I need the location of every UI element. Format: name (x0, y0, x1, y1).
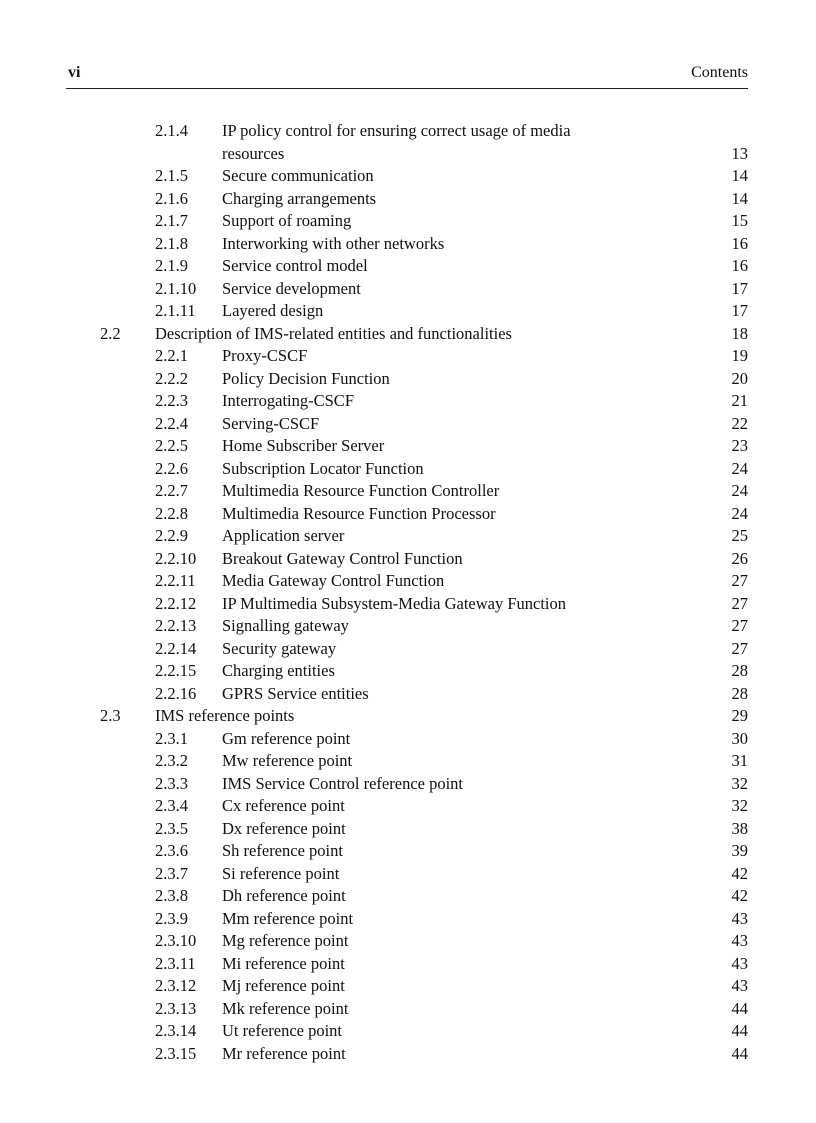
toc-subsection-entry[interactable] (0, 503, 816, 526)
toc-subsection-entry[interactable] (0, 1020, 816, 1043)
toc-entry-page-number: 18 (731, 323, 748, 343)
toc-entry-page-number: 14 (731, 166, 748, 185)
toc-entry-title: Mk reference point (222, 998, 349, 1018)
toc-entry-number: 2.2.9 (155, 526, 188, 545)
toc-subsection-entry[interactable] (0, 1043, 816, 1066)
toc-subsection-entry[interactable] (0, 435, 816, 458)
toc-entry-page-number: 21 (731, 391, 748, 410)
toc-entry-page-number: 27 (731, 571, 748, 590)
toc-entry-number: 2.1.9 (155, 256, 188, 275)
toc-entry-page-number: 25 (731, 526, 748, 545)
toc-entry-number: 2.2.8 (155, 503, 188, 523)
toc-entry-title: Description of IMS-related entities and functionalities (155, 323, 512, 343)
toc-entry-title: Gm reference point (222, 728, 351, 748)
toc-subsection-entry[interactable] (0, 953, 816, 976)
toc-entry-number: 2.3.7 (155, 863, 188, 883)
toc-entry-title: Breakout Gateway Control Function (222, 548, 463, 568)
toc-entry-page-number: 44 (731, 1043, 748, 1063)
toc-entry-page-number: 27 (731, 593, 748, 613)
toc-entry-title: GPRS Service entities (222, 683, 369, 703)
toc-entry-title: resources (222, 143, 285, 163)
toc-section-entry[interactable] (0, 323, 816, 346)
toc-entry-title: Media Gateway Control Function (222, 571, 445, 590)
page-folio: vi (68, 64, 81, 81)
toc-entry-number: 2.1.5 (155, 166, 188, 185)
toc-subsection-entry[interactable] (0, 840, 816, 863)
toc-entry-number: 2.2.2 (155, 368, 188, 388)
toc-subsection-entry[interactable] (0, 885, 816, 908)
toc-entry-number: 2.2.16 (155, 683, 197, 703)
toc-entry-number: 2.2.6 (155, 458, 188, 478)
toc-entry-number: 2.2.3 (155, 391, 188, 410)
toc-entry-title: Mi reference point (222, 953, 345, 973)
toc-entry-page-number: 27 (731, 638, 748, 658)
toc-entry-title: Layered design (222, 301, 324, 320)
toc-entry-page-number: 22 (731, 413, 748, 433)
toc-subsection-entry[interactable] (0, 818, 816, 841)
toc-entry-number: 2.2.11 (155, 571, 196, 590)
toc-entry-title: Support of roaming (222, 211, 352, 230)
toc-subsection-entry[interactable] (0, 345, 816, 368)
toc-entry-title: Cx reference point (222, 796, 345, 815)
toc-entry-page-number: 17 (731, 278, 748, 298)
toc-entry-number: 2.1.4 (155, 121, 188, 140)
toc-entry-page-number: 43 (731, 953, 748, 973)
toc-entry-page-number: 16 (731, 256, 748, 275)
toc-entry-number: 2.3 (100, 706, 121, 725)
toc-subsection-entry[interactable] (0, 480, 816, 503)
toc-entry-number: 2.3.1 (155, 728, 188, 748)
toc-subsection-entry[interactable] (0, 975, 816, 998)
toc-entry-number: 2.2.5 (155, 436, 188, 455)
toc-entry-title: Mg reference point (222, 931, 349, 950)
toc-subsection-entry[interactable] (0, 278, 816, 301)
toc-entry-title: IP Multimedia Subsystem-Media Gateway Function (222, 593, 567, 613)
toc-entry-number: 2.2.14 (155, 638, 197, 658)
toc-entry-number: 2.2.10 (155, 548, 197, 568)
toc-entry-number: 2.3.8 (155, 886, 188, 905)
toc-entry-title: Mj reference point (222, 976, 345, 995)
toc-entry-number: 2.3.9 (155, 908, 188, 928)
toc-entry-title: Ut reference point (222, 1021, 343, 1040)
toc-entry-number: 2.1.6 (155, 188, 188, 208)
toc-subsection-entry[interactable] (0, 390, 816, 413)
toc-entry-number: 2.2.13 (155, 616, 197, 635)
toc-subsection-entry[interactable] (0, 638, 816, 661)
toc-subsection-entry[interactable] (0, 930, 816, 953)
toc-entry-number: 2.3.3 (155, 773, 188, 793)
toc-entry-title: Interworking with other networks (222, 233, 445, 253)
toc-entry-title: Subscription Locator Function (222, 458, 424, 478)
toc-entry-number: 2.2.15 (155, 661, 197, 680)
toc-subsection-entry[interactable] (0, 773, 816, 796)
toc-entry-title: Service development (222, 278, 361, 298)
toc-entry-number: 2.3.12 (155, 976, 197, 995)
toc-subsection-entry[interactable] (0, 615, 816, 638)
toc-entry-title: Multimedia Resource Function Processor (222, 503, 496, 523)
running-title: Contents (691, 64, 748, 81)
toc-entry-title: Proxy-CSCF (222, 346, 308, 365)
toc-entry-page-number: 44 (731, 1021, 748, 1040)
toc-entry-title: Mw reference point (222, 751, 353, 770)
toc-entry-title: Dh reference point (222, 886, 346, 905)
toc-subsection-entry[interactable] (0, 593, 816, 616)
toc-entry-title: Si reference point (222, 863, 340, 883)
toc-subsection-entry[interactable] (0, 908, 816, 931)
toc-entry-number: 2.2.12 (155, 593, 197, 613)
toc-entry-number: 2.1.10 (155, 278, 197, 298)
toc-subsection-entry[interactable] (0, 863, 816, 886)
toc-entry-page-number: 26 (731, 548, 748, 568)
toc-entry-page-number: 19 (731, 346, 748, 365)
toc-entry-page-number: 43 (731, 976, 748, 995)
toc-entry-number: 2.3.5 (155, 818, 188, 838)
toc-entry-page-number: 13 (731, 143, 748, 163)
toc-subsection-entry[interactable] (0, 548, 816, 571)
toc-entry-number: 2.3.11 (155, 953, 196, 973)
toc-entry-page-number: 39 (731, 841, 748, 860)
toc-subsection-entry[interactable] (0, 233, 816, 256)
toc-entry-page-number: 20 (731, 368, 748, 388)
toc-subsection-entry[interactable] (0, 255, 816, 278)
toc-entry-number: 2.1.11 (155, 301, 196, 320)
toc-entry-title: IMS reference points (155, 706, 295, 725)
toc-entry-title: Charging entities (222, 661, 335, 680)
toc-entry-title: Charging arrangements (222, 188, 377, 208)
toc-entry-title: Multimedia Resource Function Controller (222, 481, 500, 500)
toc-subsection-entry[interactable] (0, 728, 816, 751)
toc-entry-title: Mm reference point (222, 908, 354, 928)
running-header (66, 62, 748, 89)
toc-entry-number: 2.1.8 (155, 233, 188, 253)
toc-subsection-entry[interactable] (0, 413, 816, 436)
toc-subsection-entry[interactable] (0, 120, 816, 143)
toc-subsection-entry[interactable] (0, 300, 816, 323)
toc-subsection-entry[interactable] (0, 368, 816, 391)
toc-subsection-entry[interactable] (0, 660, 816, 683)
toc-entry-page-number: 15 (731, 211, 748, 230)
toc-subsection-entry[interactable] (0, 683, 816, 706)
toc-entry-number: 2.2.4 (155, 413, 188, 433)
toc-section-entry[interactable] (0, 705, 816, 728)
toc-entry-page-number: 24 (731, 458, 748, 478)
toc-entry-page-number: 43 (731, 931, 748, 950)
toc-entry-page-number: 28 (731, 683, 748, 703)
toc-entry-continuation[interactable] (0, 143, 816, 166)
toc-subsection-entry[interactable] (0, 570, 816, 593)
toc-entry-page-number: 32 (731, 773, 748, 793)
toc-entry-title: Home Subscriber Server (222, 436, 385, 455)
toc-subsection-entry[interactable] (0, 795, 816, 818)
toc-entry-title: Security gateway (222, 638, 337, 658)
toc-subsection-entry[interactable] (0, 750, 816, 773)
toc-entry-page-number: 44 (731, 998, 748, 1018)
toc-entry-number: 2.3.4 (155, 796, 188, 815)
toc-entry-page-number: 14 (731, 188, 748, 208)
toc-entry-number: 2.2 (100, 323, 121, 343)
toc-subsection-entry[interactable] (0, 998, 816, 1021)
toc-entry-title: Mr reference point (222, 1043, 346, 1063)
toc-entry-number: 2.3.15 (155, 1043, 197, 1063)
toc-entry-number: 2.3.2 (155, 751, 188, 770)
toc-entry-number: 2.3.13 (155, 998, 197, 1018)
toc-subsection-entry[interactable] (0, 165, 816, 188)
toc-entry-title: Serving-CSCF (222, 413, 320, 433)
toc-entry-page-number: 24 (731, 503, 748, 523)
toc-entry-page-number: 43 (731, 908, 748, 928)
toc-entry-number: 2.2.7 (155, 481, 188, 500)
toc-entry-title: Secure communication (222, 166, 374, 185)
toc-subsection-entry[interactable] (0, 188, 816, 211)
toc-entry-page-number: 32 (731, 796, 748, 815)
toc-entry-page-number: 17 (731, 301, 748, 320)
toc-entry-number: 2.3.14 (155, 1021, 197, 1040)
toc-entry-title: IMS Service Control reference point (222, 773, 464, 793)
toc-entry-number: 2.1.7 (155, 211, 188, 230)
toc-subsection-entry[interactable] (0, 525, 816, 548)
toc-entry-page-number: 27 (731, 616, 748, 635)
toc-entry-page-number: 24 (731, 481, 748, 500)
toc-entry-page-number: 29 (731, 706, 748, 725)
toc-entry-title: Sh reference point (222, 841, 343, 860)
toc-entry-page-number: 38 (731, 818, 748, 838)
toc-subsection-entry[interactable] (0, 458, 816, 481)
toc-entry-title: Dx reference point (222, 818, 346, 838)
toc-entry-page-number: 30 (731, 728, 748, 748)
toc-entry-page-number: 16 (731, 233, 748, 253)
toc-entry-title: Interrogating-CSCF (222, 391, 354, 410)
toc-entry-page-number: 42 (731, 863, 748, 883)
toc-entry-page-number: 42 (731, 886, 748, 905)
toc-entry-title: IP policy control for ensuring correct usage of media (222, 121, 571, 140)
toc-entry-title: Service control model (222, 256, 368, 275)
toc-entry-page-number: 23 (731, 436, 748, 455)
toc-entry-title: Application server (222, 526, 345, 545)
toc-subsection-entry[interactable] (0, 210, 816, 233)
toc-entry-page-number: 28 (731, 661, 748, 680)
toc-entry-title: Policy Decision Function (222, 368, 390, 388)
toc-entry-title: Signalling gateway (222, 616, 349, 635)
toc-entry-number: 2.3.6 (155, 841, 188, 860)
toc-entry-number: 2.2.1 (155, 346, 188, 365)
toc-entry-number: 2.3.10 (155, 931, 197, 950)
toc-entry-page-number: 31 (731, 751, 748, 770)
table-of-contents (0, 120, 816, 1065)
